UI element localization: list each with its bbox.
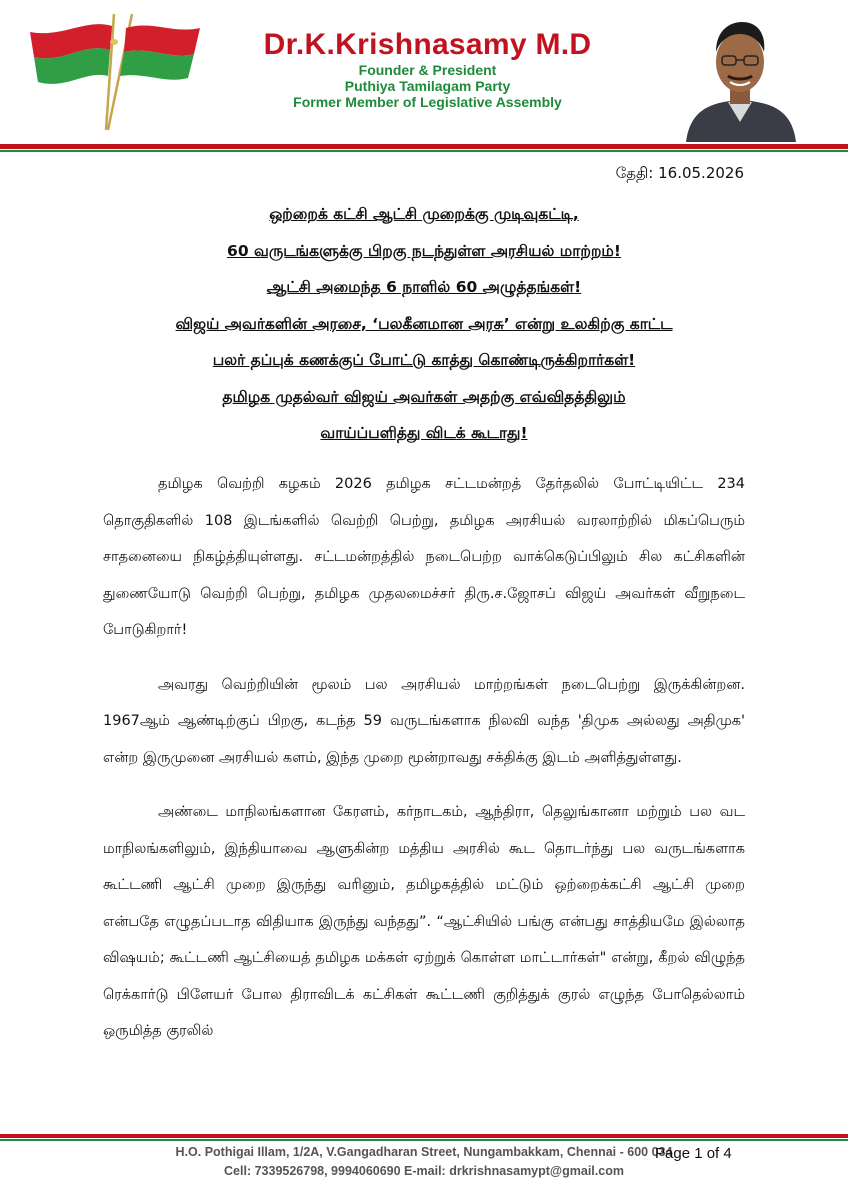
party-name: Puthiya Tamilagam Party (344, 78, 511, 94)
body-paragraph (103, 667, 745, 777)
paragraph-text: தமிழக வெற்றி கழகம் 2026 தமிழக சட்டமன்றத் தேர்தலில் போட்டியிட்ட 234 தொகுதிகளில் 108 இடங்களில் வெற்றி பெற்று, தமிழக அரசியல் வரலாற்றில் மிகப்பெரும் சாதனையை நிகழ்த்தியுள்ளது. சட்டமன்றத்தில் நடைபெற்ற வாக்கெடுப்பிலும் சில கட்சிகளின் துணையோடு வெற்றி பெற்று, தமிழக முதலமைச்சர் திரு.ச.ஜோசப் விஜய் அவர்கள் வீறுநடை போடுகிறார்! (103, 476, 745, 638)
letter-date: தேதி: 16.05.2026 (615, 164, 744, 182)
letterhead (0, 0, 848, 150)
letter-body (103, 466, 745, 1050)
headline-line: விஜய் அவர்களின் அரசை, ‘பலகீனமான அரசு’ என்று உலகிற்கு காட்ட (175, 314, 673, 333)
headline-line: தமிழக முதல்வர் விஜய் அவர்கள் அதற்கு எவ்விதத்திலும் (222, 387, 626, 406)
body-paragraph (103, 466, 745, 649)
header-rule-red (0, 144, 848, 149)
body-paragraph (103, 794, 745, 1050)
former-position: Former Member of Legislative Assembly (293, 94, 562, 110)
headline-line: 60 வருடங்களுக்கு பிறகு நடந்துள்ள அரசியல் மாற்றம்! (227, 241, 621, 260)
leader-portrait-photo (680, 10, 800, 142)
headline-line: பலர் தப்புக் கணக்குப் போட்டு காத்து கொண்டிருக்கிறார்கள்! (212, 351, 636, 369)
headline-line: ஒற்றைக் கட்சி ஆட்சி முறைக்கு முடிவுகட்டி, (269, 205, 579, 223)
headline-block (60, 196, 788, 452)
headline-line: ஆட்சி அமைந்த 6 நாளில் 60 அழுத்தங்கள்! (266, 278, 582, 296)
leader-name: Dr.K.Krishnasamy M.D (263, 28, 592, 61)
page-number: Page 1 of 4 (655, 1145, 732, 1162)
footer-contact-line: Cell: 7339526798, 9994060690 E-mail: drkrishnasamypt@gmail.com (224, 1164, 624, 1178)
header-rule-green (0, 150, 848, 152)
party-flags-logo (22, 12, 207, 132)
title-founder: Founder & President (358, 62, 497, 78)
footer-address: H.O. Pothigai Illam, 1/2A, V.Gangadharan Street, Nungambakkam, Chennai - 600 034 (175, 1145, 673, 1159)
paragraph-text: அவரது வெற்றியின் மூலம் பல அரசியல் மாற்றங்கள் நடைபெற்று இருக்கின்றன. 1967ஆம் ஆண்டிற்குப் பிறகு, கடந்த 59 வருடங்களாக நிலவி வந்த 'திமுக அல்லது அதிமுக' என்ற இருமுனை அரசியல் களம், இந்த முறை மூன்றாவது சக்திக்கு இடம் அளித்துள்ளது. (103, 676, 745, 766)
headline-line: வாய்ப்பளித்து விடக் கூடாது! (320, 424, 528, 442)
paragraph-text: அண்டை மாநிலங்களான கேரளம், கர்நாடகம், ஆந்திரா, தெலுங்கானா மற்றும் பல வட மாநிலங்களிலும், இந்தியாவை ஆளுகின்ற மத்திய அரசில் கூட தொடர்ந்து பல வருடங்களாக கூட்டணி ஆட்சி முறை இருந்து வரினும், தமிழகத்தில் மட்டும் ஒற்றைக்கட்சி ஆட்சி முறை என்பதே எழுதப்படாத விதியாக இருந்து வந்தது”. “ஆட்சியில் பங்கு என்பது சாத்தியமே இல்லாத விஷயம்; கூட்டணி ஆட்சியைத் தமிழக மக்கள் ஏற்றுக் கொள்ள மாட்டார்கள்" என்று, கீறல் விழுந்த ரெக்கார்டு பிளேயர் போல திராவிடக் கட்சிகள் கூட்டணி குறித்துக் குரல் எழுந்த போதெல்லாம் ஒருமித்த குரலில் (103, 804, 745, 1039)
footer-rule-green (0, 1139, 848, 1141)
footer-rule-red (0, 1134, 848, 1138)
